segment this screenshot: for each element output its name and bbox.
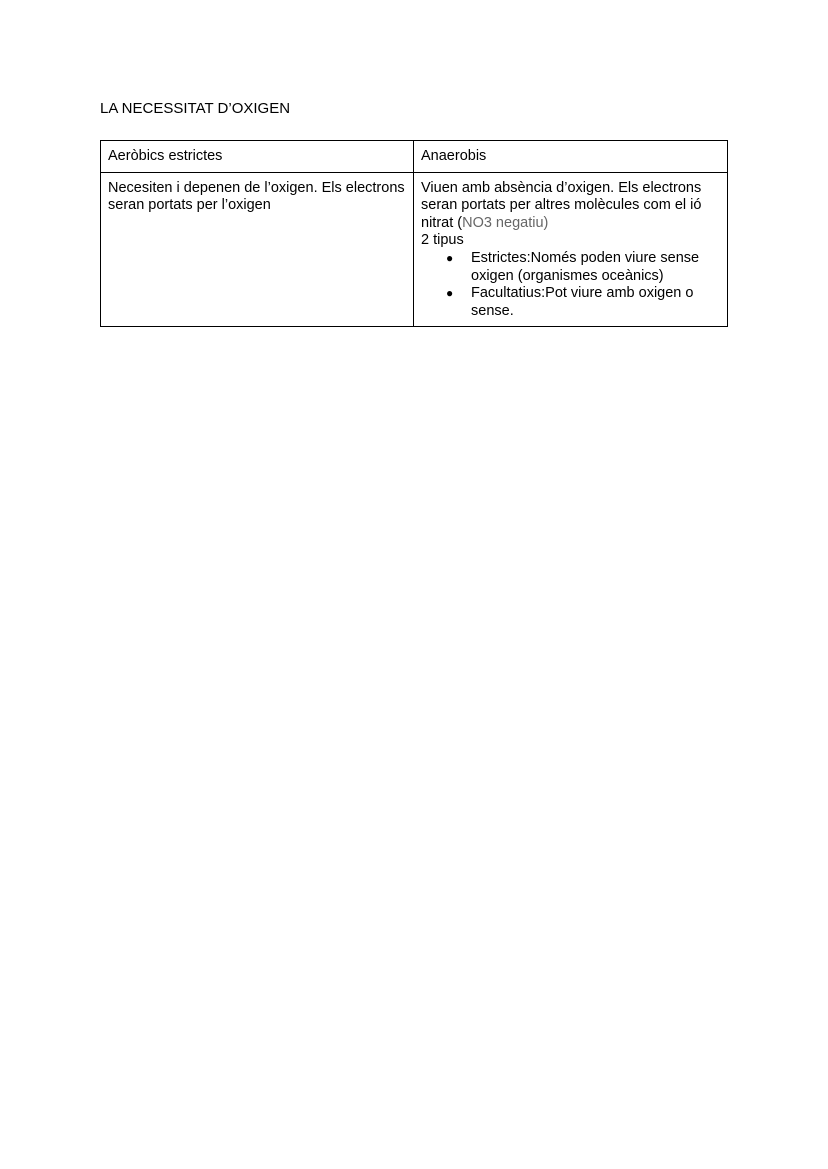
anaerobic-types-label: 2 tipus [421,232,464,249]
aerobic-description-text: Necesiten i depenen de l’oxigen. Els electrons seran portats per l’oxigen [108,179,405,214]
list-item-text: Facultatius:Pot viure amb oxigen o sense. [471,285,694,319]
bullet-icon: ● [446,286,454,301]
oxygen-requirement-table [100,140,728,327]
list-item [446,285,720,320]
cell-anaerobic-description [414,172,728,327]
table-row [101,172,728,327]
anaerobic-description-text: Viuen amb absència d’oxigen. Els electrons seran portats per altres molècules com el ió nitrat ( [421,179,702,231]
header-anaerobic: Anaerobis [414,141,728,173]
list-item [446,249,720,285]
list-item-text: Estrictes:Només poden viure sense oxigen (organismes oceànics) [471,249,700,284]
table-header-row [101,141,728,173]
header-aerobic: Aeròbics estrictes [101,141,414,173]
anaerobic-description-note: NO3 negatiu) [462,214,549,231]
cell-aerobic-description [101,172,414,327]
anaerobic-types-list [421,250,720,320]
bullet-icon: ● [446,250,454,265]
page-title: LA NECESSITAT D’OXIGEN [100,100,291,117]
